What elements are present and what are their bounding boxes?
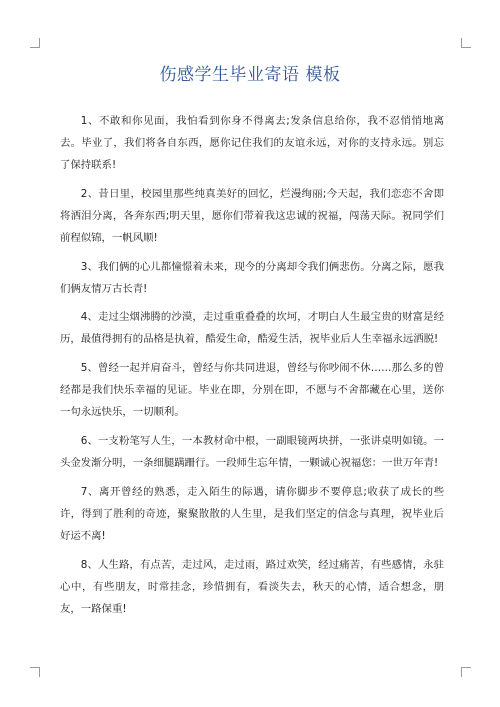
paragraph-8: 8、人生路，有点苦，走过风，走过雨，路过欢笑，经过痛苦，有些感情，永驻心中，有些朋友，时常挂念，珍惜拥有，看淡失去，秋天的心情，适合想念，朋友，一路保重!: [60, 558, 444, 615]
paragraph-4: 4、走过尘烟沸腾的沙漠，走过重重叠叠的坎坷，才明白人生最宝贵的财富是经历，最值得拥有的品格是执着，酷爱生命，酷爱生活，祝毕业后人生幸福永远洒脱!: [60, 311, 444, 346]
crop-mark-top-right: [461, 38, 471, 48]
paragraph-5: 5、曾经一起并肩奋斗，曾经与你共同进退，曾经与你吵闹不休……那么多的曾经都是我们快乐幸福的见证。毕业在即，分别在即，不愿与不舍都藏在心里，送你一句永远快乐，一切顺利。: [60, 362, 444, 419]
document-body: [60, 110, 444, 626]
paragraph-7: 7、离开曾经的熟悉，走入陌生的际遇，请你脚步不要停息;收获了成长的些许，得到了胜利的奇迹，聚聚散散的人生里，是我们坚定的信念与真理，祝毕业后好运不离!: [60, 485, 444, 542]
crop-mark-top-left: [30, 38, 40, 48]
paragraph-3: 3、我们俩的心儿都憧憬着未来，现今的分离却令我们俩悲伤。分离之际，愿我们俩友情万古长青!: [60, 260, 444, 295]
paragraph-2: 2、昔日里，校园里那些纯真美好的回忆，烂漫绚丽;今天起，我们恋恋不舍即将洒泪分离，各奔东西;明天里，愿你们带着我这忠诚的祝福，闯荡天际。祝同学们前程似锦，一帆风顺!: [60, 187, 444, 244]
crop-mark-bottom-right: [461, 667, 471, 677]
paragraph-6: 6、一支粉笔写人生，一本教材命中根，一副眼镜两块拼，一张讲桌明如镜。一头金发渐分明，一条细腿蹒跚行。一段师生忘年情，一颗诚心祝福您：一世万年青!: [60, 434, 444, 469]
crop-mark-bottom-left: [30, 667, 40, 677]
document-title: 伤感学生毕业寄语 模板: [159, 65, 341, 85]
paragraph-1: 1、不敢和你见面，我怕看到你身不得离去;发条信息给你，我不忍悄悄地离去。毕业了，我们将各自东西，愿你记住我们的友谊永远，对你的支持永远。别忘了保持联系!: [60, 115, 444, 171]
